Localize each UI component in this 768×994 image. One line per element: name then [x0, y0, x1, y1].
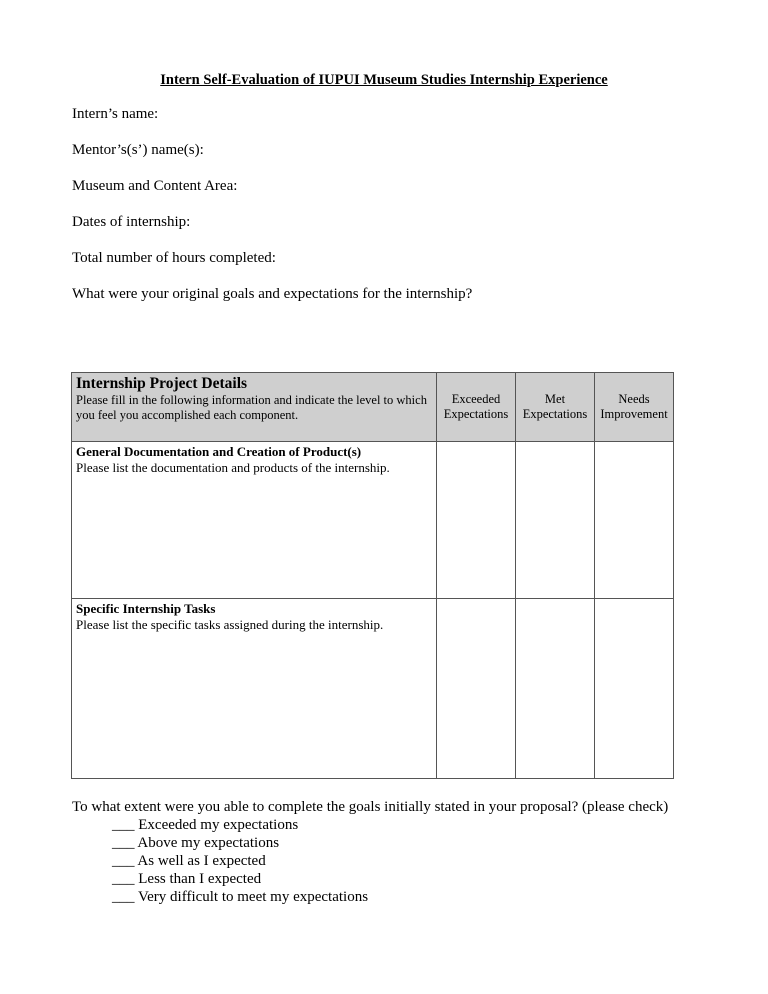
table-header-row [72, 373, 674, 442]
intern-name-label: Intern’s name: [72, 106, 159, 122]
column-exceeded: Exceeded Expectations [437, 373, 516, 442]
option-as-expected[interactable]: ___ As well as I expected [112, 853, 266, 869]
rating-cell[interactable] [516, 599, 595, 779]
option-very-difficult[interactable]: ___ Very difficult to meet my expectations [112, 889, 369, 905]
table-row [72, 442, 674, 599]
option-above[interactable]: ___ Above my expectations [112, 835, 280, 851]
row-subtitle: Please list the documentation and products of the internship. [76, 460, 390, 475]
project-details-table [71, 372, 674, 779]
row-title: General Documentation and Creation of Product(s) [76, 444, 362, 459]
rating-cell[interactable] [437, 442, 516, 599]
table-header-title: Internship Project Details [76, 375, 248, 392]
table-row [72, 599, 674, 779]
rating-cell[interactable] [516, 442, 595, 599]
completion-question-block [72, 798, 668, 906]
mentor-name-label: Mentor’s(s’) name(s): [72, 142, 204, 158]
table-header-subtitle: Please fill in the following information and indicate the level to which you feel you accomplished each component. [76, 393, 427, 422]
dates-label: Dates of internship: [72, 214, 191, 230]
row-subtitle: Please list the specific tasks assigned during the internship. [76, 617, 384, 632]
museum-label: Museum and Content Area: [72, 178, 238, 194]
column-needs-improvement: Needs Improvement [595, 373, 674, 442]
completion-question: To what extent were you able to complete the goals initially stated in your proposal? (please check) [72, 799, 669, 815]
hours-label: Total number of hours completed: [72, 250, 276, 266]
row-title: Specific Internship Tasks [76, 601, 216, 616]
rating-cell[interactable] [595, 442, 674, 599]
rating-cell[interactable] [595, 599, 674, 779]
option-exceeded[interactable]: ___ Exceeded my expectations [112, 817, 299, 833]
option-less[interactable]: ___ Less than I expected [112, 871, 262, 887]
goals-question: What were your original goals and expectations for the internship? [72, 286, 473, 302]
document-title: Intern Self-Evaluation of IUPUI Museum Studies Internship Experience [160, 72, 608, 88]
column-met: Met Expectations [516, 373, 595, 442]
rating-cell[interactable] [437, 599, 516, 779]
